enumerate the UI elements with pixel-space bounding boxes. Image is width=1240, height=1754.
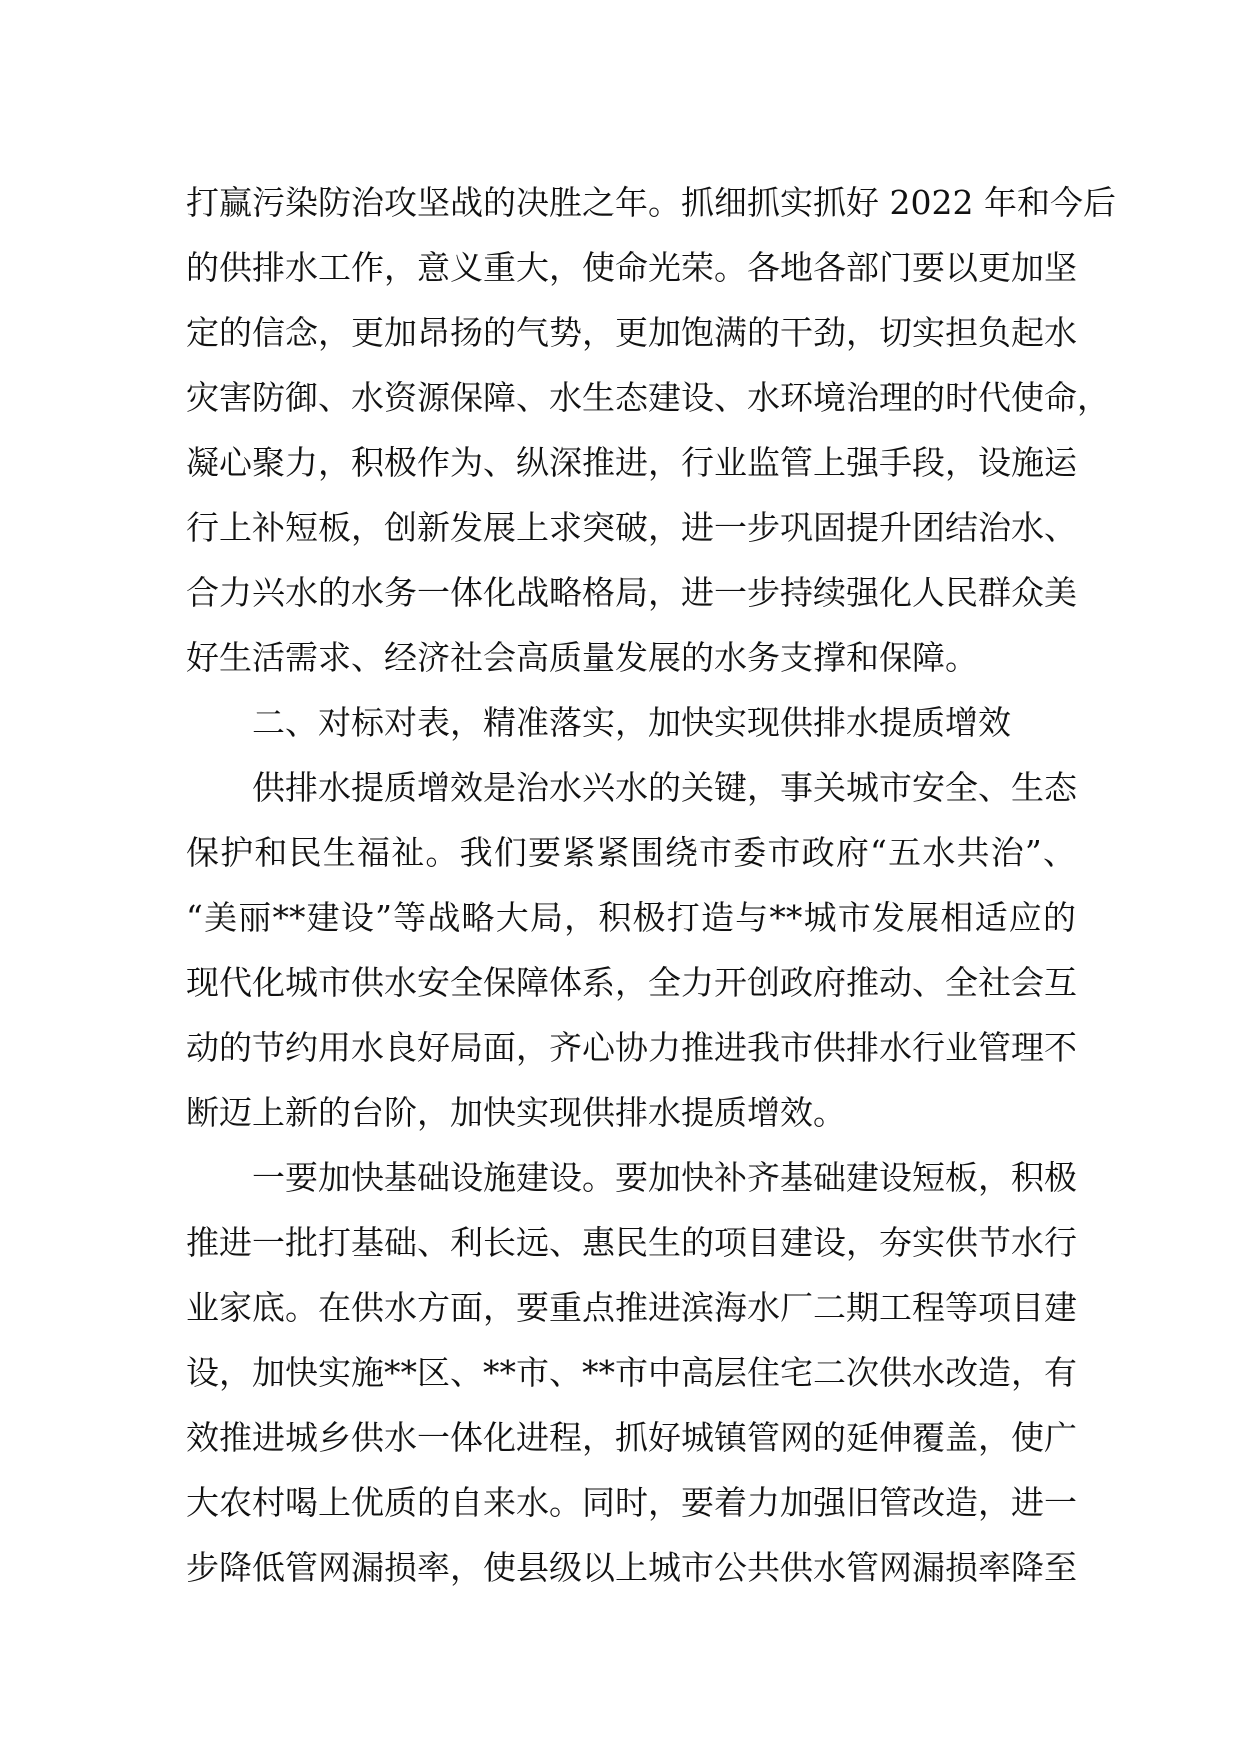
text-line: 业家底。在供水方面，要重点推进滨海水厂二期工程等项目建 [186,1288,1077,1327]
text-line: 效推进城乡供水一体化进程，抓好城镇管网的延伸覆盖，使广 [186,1418,1077,1457]
paragraph [186,1145,1076,1600]
text-line: 大农村喝上优质的自来水。同时，要着力加强旧管改造，进一 [186,1483,1077,1522]
text-line: 定的信念，更加昂扬的气势，更加饱满的干劲，切实担负起水 [186,313,1077,352]
text-line: 凝心聚力，积极作为、纵深推进，行业监管上强手段，设施运 [186,443,1077,482]
section-heading [186,690,1076,755]
text-line: 打赢污染防治攻坚战的决胜之年。抓细抓实抓好 2022 年和今后 [186,183,1116,222]
text-line: 步降低管网漏损率，使县级以上城市公共供水管网漏损率降至 [186,1548,1077,1587]
text-line: 供排水提质增效是治水兴水的关键，事关城市安全、生态 [252,768,1077,807]
text-line: 的供排水工作，意义重大，使命光荣。各地各部门要以更加坚 [186,248,1077,287]
text-line: 灾害防御、水资源保障、水生态建设、水环境治理的时代使命， [186,378,1110,417]
text-line: 合力兴水的水务一体化战略格局，进一步持续强化人民群众美 [186,573,1077,612]
paragraph [186,170,1116,690]
paragraph [186,755,1076,1145]
text-line: 保护和民生福祉。我们要紧紧围绕市委市政府“五水共治”、 [186,833,1076,872]
text-line: 好生活需求、经济社会高质量发展的水务支撑和保障。 [186,638,978,677]
text-line: 行上补短板，创新发展上求突破，进一步巩固提升团结治水、 [186,508,1077,547]
text-line: 一要加快基础设施建设。要加快补齐基础建设短板，积极 [252,1158,1077,1197]
text-line: 现代化城市供水安全保障体系，全力开创政府推动、全社会互 [186,963,1077,1002]
text-line: “美丽**建设”等战略大局，积极打造与**城市发展相适应的 [186,898,1076,937]
document-body [186,170,1116,1600]
text-line: 设，加快实施**区、**市、**市中高层住宅二次供水改造，有 [186,1353,1077,1392]
heading-line: 二、对标对表，精准落实，加快实现供排水提质增效 [252,703,1011,742]
text-line: 推进一批打基础、利长远、惠民生的项目建设，夯实供节水行 [186,1223,1077,1262]
text-line: 动的节约用水良好局面，齐心协力推进我市供排水行业管理不 [186,1028,1077,1067]
text-line: 断迈上新的台阶，加快实现供排水提质增效。 [186,1093,846,1132]
